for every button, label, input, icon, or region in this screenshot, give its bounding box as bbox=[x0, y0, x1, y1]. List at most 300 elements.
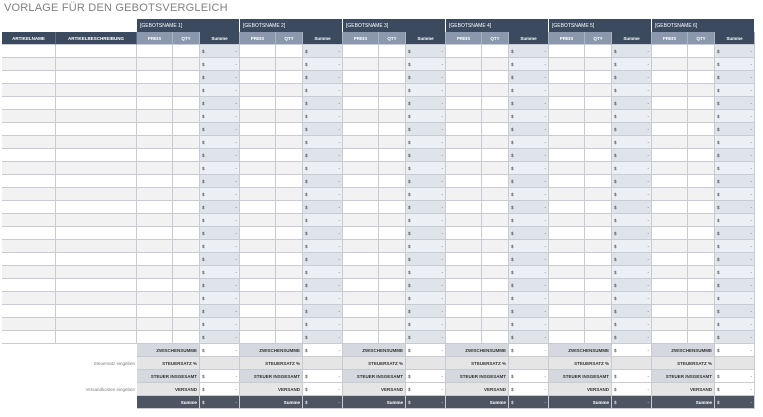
price-cell[interactable] bbox=[137, 188, 173, 201]
qty-cell[interactable] bbox=[688, 175, 715, 188]
price-cell[interactable] bbox=[343, 331, 379, 344]
qty-cell[interactable] bbox=[585, 292, 612, 305]
price-cell[interactable] bbox=[137, 123, 173, 136]
qty-cell[interactable] bbox=[379, 58, 406, 71]
item-name-cell[interactable] bbox=[2, 175, 56, 188]
price-cell[interactable] bbox=[446, 331, 482, 344]
price-cell[interactable] bbox=[343, 123, 379, 136]
qty-cell[interactable] bbox=[276, 149, 303, 162]
qty-cell[interactable] bbox=[276, 201, 303, 214]
qty-cell[interactable] bbox=[379, 97, 406, 110]
price-cell[interactable] bbox=[240, 58, 276, 71]
item-name-cell[interactable] bbox=[2, 123, 56, 136]
price-cell[interactable] bbox=[343, 201, 379, 214]
price-cell[interactable] bbox=[446, 123, 482, 136]
shipping-value[interactable] bbox=[612, 383, 652, 396]
price-cell[interactable] bbox=[137, 266, 173, 279]
price-cell[interactable] bbox=[137, 45, 173, 58]
item-name-cell[interactable] bbox=[2, 188, 56, 201]
qty-cell[interactable] bbox=[276, 266, 303, 279]
price-cell[interactable] bbox=[240, 45, 276, 58]
qty-cell[interactable] bbox=[482, 214, 509, 227]
price-cell[interactable] bbox=[446, 71, 482, 84]
qty-cell[interactable] bbox=[379, 123, 406, 136]
price-cell[interactable] bbox=[240, 253, 276, 266]
qty-cell[interactable] bbox=[173, 227, 200, 240]
price-cell[interactable] bbox=[137, 227, 173, 240]
qty-cell[interactable] bbox=[276, 110, 303, 123]
price-cell[interactable] bbox=[652, 240, 688, 253]
item-name-cell[interactable] bbox=[2, 201, 56, 214]
price-cell[interactable] bbox=[343, 45, 379, 58]
qty-cell[interactable] bbox=[379, 266, 406, 279]
qty-cell[interactable] bbox=[585, 123, 612, 136]
price-cell[interactable] bbox=[240, 305, 276, 318]
qty-cell[interactable] bbox=[585, 149, 612, 162]
item-description-cell[interactable] bbox=[56, 45, 137, 58]
qty-cell[interactable] bbox=[688, 266, 715, 279]
qty-cell[interactable] bbox=[379, 331, 406, 344]
qty-cell[interactable] bbox=[585, 162, 612, 175]
qty-cell[interactable] bbox=[379, 292, 406, 305]
price-cell[interactable] bbox=[652, 58, 688, 71]
price-cell[interactable] bbox=[343, 175, 379, 188]
price-cell[interactable] bbox=[549, 58, 585, 71]
qty-cell[interactable] bbox=[585, 110, 612, 123]
price-cell[interactable] bbox=[343, 97, 379, 110]
item-name-cell[interactable] bbox=[2, 253, 56, 266]
qty-cell[interactable] bbox=[482, 331, 509, 344]
price-cell[interactable] bbox=[137, 71, 173, 84]
price-cell[interactable] bbox=[446, 58, 482, 71]
qty-cell[interactable] bbox=[688, 227, 715, 240]
price-cell[interactable] bbox=[343, 292, 379, 305]
qty-cell[interactable] bbox=[482, 97, 509, 110]
tax-rate-input[interactable] bbox=[509, 357, 549, 370]
qty-cell[interactable] bbox=[379, 45, 406, 58]
price-cell[interactable] bbox=[343, 253, 379, 266]
item-name-cell[interactable] bbox=[2, 58, 56, 71]
price-cell[interactable] bbox=[652, 175, 688, 188]
item-name-cell[interactable] bbox=[2, 266, 56, 279]
qty-cell[interactable] bbox=[585, 188, 612, 201]
price-cell[interactable] bbox=[137, 279, 173, 292]
qty-cell[interactable] bbox=[688, 71, 715, 84]
price-cell[interactable] bbox=[549, 214, 585, 227]
qty-cell[interactable] bbox=[276, 318, 303, 331]
item-name-cell[interactable] bbox=[2, 279, 56, 292]
price-cell[interactable] bbox=[137, 149, 173, 162]
item-description-cell[interactable] bbox=[56, 331, 137, 344]
price-cell[interactable] bbox=[240, 188, 276, 201]
price-cell[interactable] bbox=[446, 227, 482, 240]
price-cell[interactable] bbox=[137, 253, 173, 266]
qty-cell[interactable] bbox=[379, 136, 406, 149]
item-description-cell[interactable] bbox=[56, 266, 137, 279]
price-cell[interactable] bbox=[137, 136, 173, 149]
price-cell[interactable] bbox=[240, 97, 276, 110]
qty-cell[interactable] bbox=[379, 214, 406, 227]
qty-cell[interactable] bbox=[379, 84, 406, 97]
qty-cell[interactable] bbox=[482, 58, 509, 71]
price-cell[interactable] bbox=[240, 123, 276, 136]
price-cell[interactable] bbox=[446, 162, 482, 175]
price-cell[interactable] bbox=[446, 318, 482, 331]
tax-rate-input[interactable] bbox=[200, 357, 240, 370]
price-cell[interactable] bbox=[446, 279, 482, 292]
price-cell[interactable] bbox=[446, 214, 482, 227]
qty-cell[interactable] bbox=[585, 97, 612, 110]
qty-cell[interactable] bbox=[173, 240, 200, 253]
price-cell[interactable] bbox=[137, 110, 173, 123]
price-cell[interactable] bbox=[137, 201, 173, 214]
shipping-value[interactable] bbox=[406, 383, 446, 396]
qty-cell[interactable] bbox=[276, 253, 303, 266]
item-description-cell[interactable] bbox=[56, 279, 137, 292]
qty-cell[interactable] bbox=[482, 136, 509, 149]
qty-cell[interactable] bbox=[585, 240, 612, 253]
price-cell[interactable] bbox=[652, 188, 688, 201]
item-description-cell[interactable] bbox=[56, 71, 137, 84]
shipping-value[interactable] bbox=[303, 383, 343, 396]
price-cell[interactable] bbox=[652, 305, 688, 318]
qty-cell[interactable] bbox=[173, 305, 200, 318]
item-description-cell[interactable] bbox=[56, 162, 137, 175]
qty-cell[interactable] bbox=[482, 227, 509, 240]
price-cell[interactable] bbox=[652, 123, 688, 136]
qty-cell[interactable] bbox=[482, 149, 509, 162]
qty-cell[interactable] bbox=[585, 318, 612, 331]
price-cell[interactable] bbox=[137, 162, 173, 175]
price-cell[interactable] bbox=[343, 305, 379, 318]
price-cell[interactable] bbox=[549, 84, 585, 97]
item-name-cell[interactable] bbox=[2, 318, 56, 331]
qty-cell[interactable] bbox=[585, 201, 612, 214]
qty-cell[interactable] bbox=[276, 45, 303, 58]
qty-cell[interactable] bbox=[688, 84, 715, 97]
qty-cell[interactable] bbox=[585, 175, 612, 188]
price-cell[interactable] bbox=[240, 149, 276, 162]
price-cell[interactable] bbox=[549, 318, 585, 331]
price-cell[interactable] bbox=[343, 162, 379, 175]
price-cell[interactable] bbox=[137, 331, 173, 344]
qty-cell[interactable] bbox=[379, 201, 406, 214]
qty-cell[interactable] bbox=[688, 45, 715, 58]
price-cell[interactable] bbox=[652, 136, 688, 149]
price-cell[interactable] bbox=[652, 162, 688, 175]
qty-cell[interactable] bbox=[379, 71, 406, 84]
price-cell[interactable] bbox=[240, 279, 276, 292]
price-cell[interactable] bbox=[446, 305, 482, 318]
shipping-value[interactable] bbox=[200, 383, 240, 396]
qty-cell[interactable] bbox=[688, 110, 715, 123]
price-cell[interactable] bbox=[137, 97, 173, 110]
qty-cell[interactable] bbox=[276, 240, 303, 253]
qty-cell[interactable] bbox=[173, 123, 200, 136]
price-cell[interactable] bbox=[652, 110, 688, 123]
qty-cell[interactable] bbox=[276, 71, 303, 84]
qty-cell[interactable] bbox=[585, 71, 612, 84]
qty-cell[interactable] bbox=[173, 58, 200, 71]
price-cell[interactable] bbox=[549, 279, 585, 292]
price-cell[interactable] bbox=[549, 331, 585, 344]
price-cell[interactable] bbox=[137, 84, 173, 97]
price-cell[interactable] bbox=[137, 240, 173, 253]
item-name-cell[interactable] bbox=[2, 110, 56, 123]
price-cell[interactable] bbox=[549, 136, 585, 149]
price-cell[interactable] bbox=[549, 266, 585, 279]
item-description-cell[interactable] bbox=[56, 110, 137, 123]
qty-cell[interactable] bbox=[173, 84, 200, 97]
qty-cell[interactable] bbox=[482, 45, 509, 58]
qty-cell[interactable] bbox=[173, 149, 200, 162]
price-cell[interactable] bbox=[652, 71, 688, 84]
item-description-cell[interactable] bbox=[56, 292, 137, 305]
qty-cell[interactable] bbox=[688, 97, 715, 110]
qty-cell[interactable] bbox=[276, 331, 303, 344]
qty-cell[interactable] bbox=[482, 201, 509, 214]
qty-cell[interactable] bbox=[173, 214, 200, 227]
qty-cell[interactable] bbox=[276, 305, 303, 318]
price-cell[interactable] bbox=[240, 214, 276, 227]
item-description-cell[interactable] bbox=[56, 175, 137, 188]
price-cell[interactable] bbox=[549, 305, 585, 318]
qty-cell[interactable] bbox=[688, 162, 715, 175]
price-cell[interactable] bbox=[652, 331, 688, 344]
qty-cell[interactable] bbox=[482, 292, 509, 305]
price-cell[interactable] bbox=[343, 214, 379, 227]
item-description-cell[interactable] bbox=[56, 318, 137, 331]
price-cell[interactable] bbox=[240, 240, 276, 253]
qty-cell[interactable] bbox=[688, 331, 715, 344]
price-cell[interactable] bbox=[549, 240, 585, 253]
qty-cell[interactable] bbox=[173, 266, 200, 279]
qty-cell[interactable] bbox=[276, 227, 303, 240]
price-cell[interactable] bbox=[343, 188, 379, 201]
qty-cell[interactable] bbox=[379, 318, 406, 331]
price-cell[interactable] bbox=[446, 188, 482, 201]
qty-cell[interactable] bbox=[379, 227, 406, 240]
price-cell[interactable] bbox=[446, 253, 482, 266]
item-name-cell[interactable] bbox=[2, 331, 56, 344]
price-cell[interactable] bbox=[549, 45, 585, 58]
price-cell[interactable] bbox=[652, 279, 688, 292]
qty-cell[interactable] bbox=[585, 253, 612, 266]
qty-cell[interactable] bbox=[585, 305, 612, 318]
item-description-cell[interactable] bbox=[56, 188, 137, 201]
price-cell[interactable] bbox=[343, 227, 379, 240]
qty-cell[interactable] bbox=[585, 84, 612, 97]
qty-cell[interactable] bbox=[585, 45, 612, 58]
price-cell[interactable] bbox=[446, 266, 482, 279]
qty-cell[interactable] bbox=[173, 201, 200, 214]
price-cell[interactable] bbox=[549, 201, 585, 214]
item-name-cell[interactable] bbox=[2, 136, 56, 149]
qty-cell[interactable] bbox=[173, 110, 200, 123]
price-cell[interactable] bbox=[652, 84, 688, 97]
price-cell[interactable] bbox=[137, 58, 173, 71]
price-cell[interactable] bbox=[240, 136, 276, 149]
item-description-cell[interactable] bbox=[56, 240, 137, 253]
qty-cell[interactable] bbox=[379, 110, 406, 123]
price-cell[interactable] bbox=[652, 266, 688, 279]
item-description-cell[interactable] bbox=[56, 149, 137, 162]
qty-cell[interactable] bbox=[276, 279, 303, 292]
price-cell[interactable] bbox=[343, 136, 379, 149]
price-cell[interactable] bbox=[240, 201, 276, 214]
price-cell[interactable] bbox=[343, 71, 379, 84]
qty-cell[interactable] bbox=[173, 45, 200, 58]
price-cell[interactable] bbox=[137, 318, 173, 331]
item-description-cell[interactable] bbox=[56, 136, 137, 149]
price-cell[interactable] bbox=[549, 149, 585, 162]
qty-cell[interactable] bbox=[482, 110, 509, 123]
tax-rate-input[interactable] bbox=[406, 357, 446, 370]
qty-cell[interactable] bbox=[276, 123, 303, 136]
price-cell[interactable] bbox=[137, 292, 173, 305]
price-cell[interactable] bbox=[343, 279, 379, 292]
price-cell[interactable] bbox=[652, 292, 688, 305]
price-cell[interactable] bbox=[240, 292, 276, 305]
qty-cell[interactable] bbox=[173, 188, 200, 201]
price-cell[interactable] bbox=[343, 149, 379, 162]
price-cell[interactable] bbox=[240, 175, 276, 188]
qty-cell[interactable] bbox=[276, 188, 303, 201]
price-cell[interactable] bbox=[240, 266, 276, 279]
qty-cell[interactable] bbox=[379, 175, 406, 188]
qty-cell[interactable] bbox=[276, 84, 303, 97]
price-cell[interactable] bbox=[549, 162, 585, 175]
qty-cell[interactable] bbox=[173, 97, 200, 110]
item-name-cell[interactable] bbox=[2, 149, 56, 162]
qty-cell[interactable] bbox=[379, 305, 406, 318]
item-description-cell[interactable] bbox=[56, 214, 137, 227]
qty-cell[interactable] bbox=[585, 331, 612, 344]
qty-cell[interactable] bbox=[688, 123, 715, 136]
qty-cell[interactable] bbox=[585, 58, 612, 71]
item-description-cell[interactable] bbox=[56, 97, 137, 110]
qty-cell[interactable] bbox=[585, 136, 612, 149]
item-name-cell[interactable] bbox=[2, 240, 56, 253]
qty-cell[interactable] bbox=[482, 318, 509, 331]
qty-cell[interactable] bbox=[585, 266, 612, 279]
price-cell[interactable] bbox=[652, 97, 688, 110]
price-cell[interactable] bbox=[446, 175, 482, 188]
qty-cell[interactable] bbox=[379, 162, 406, 175]
shipping-value[interactable] bbox=[509, 383, 549, 396]
qty-cell[interactable] bbox=[482, 71, 509, 84]
price-cell[interactable] bbox=[343, 84, 379, 97]
item-name-cell[interactable] bbox=[2, 71, 56, 84]
price-cell[interactable] bbox=[652, 214, 688, 227]
qty-cell[interactable] bbox=[379, 188, 406, 201]
qty-cell[interactable] bbox=[173, 318, 200, 331]
price-cell[interactable] bbox=[446, 201, 482, 214]
price-cell[interactable] bbox=[446, 97, 482, 110]
price-cell[interactable] bbox=[446, 110, 482, 123]
item-description-cell[interactable] bbox=[56, 84, 137, 97]
qty-cell[interactable] bbox=[276, 292, 303, 305]
qty-cell[interactable] bbox=[482, 266, 509, 279]
price-cell[interactable] bbox=[240, 84, 276, 97]
qty-cell[interactable] bbox=[173, 71, 200, 84]
qty-cell[interactable] bbox=[482, 162, 509, 175]
qty-cell[interactable] bbox=[173, 279, 200, 292]
qty-cell[interactable] bbox=[688, 201, 715, 214]
price-cell[interactable] bbox=[446, 292, 482, 305]
shipping-value[interactable] bbox=[715, 383, 755, 396]
qty-cell[interactable] bbox=[482, 240, 509, 253]
qty-cell[interactable] bbox=[173, 331, 200, 344]
item-description-cell[interactable] bbox=[56, 201, 137, 214]
price-cell[interactable] bbox=[549, 97, 585, 110]
item-description-cell[interactable] bbox=[56, 253, 137, 266]
price-cell[interactable] bbox=[343, 110, 379, 123]
price-cell[interactable] bbox=[240, 318, 276, 331]
qty-cell[interactable] bbox=[482, 253, 509, 266]
item-description-cell[interactable] bbox=[56, 123, 137, 136]
qty-cell[interactable] bbox=[688, 149, 715, 162]
price-cell[interactable] bbox=[549, 71, 585, 84]
qty-cell[interactable] bbox=[482, 175, 509, 188]
price-cell[interactable] bbox=[549, 175, 585, 188]
qty-cell[interactable] bbox=[585, 227, 612, 240]
qty-cell[interactable] bbox=[688, 188, 715, 201]
price-cell[interactable] bbox=[446, 45, 482, 58]
tax-rate-input[interactable] bbox=[612, 357, 652, 370]
qty-cell[interactable] bbox=[379, 279, 406, 292]
qty-cell[interactable] bbox=[173, 136, 200, 149]
qty-cell[interactable] bbox=[585, 214, 612, 227]
price-cell[interactable] bbox=[137, 214, 173, 227]
qty-cell[interactable] bbox=[688, 214, 715, 227]
qty-cell[interactable] bbox=[276, 214, 303, 227]
tax-rate-input[interactable] bbox=[715, 357, 755, 370]
qty-cell[interactable] bbox=[482, 305, 509, 318]
qty-cell[interactable] bbox=[276, 136, 303, 149]
qty-cell[interactable] bbox=[482, 279, 509, 292]
price-cell[interactable] bbox=[549, 123, 585, 136]
price-cell[interactable] bbox=[652, 149, 688, 162]
price-cell[interactable] bbox=[446, 84, 482, 97]
item-description-cell[interactable] bbox=[56, 58, 137, 71]
qty-cell[interactable] bbox=[379, 253, 406, 266]
qty-cell[interactable] bbox=[482, 123, 509, 136]
qty-cell[interactable] bbox=[276, 97, 303, 110]
qty-cell[interactable] bbox=[688, 253, 715, 266]
price-cell[interactable] bbox=[652, 318, 688, 331]
qty-cell[interactable] bbox=[173, 175, 200, 188]
price-cell[interactable] bbox=[549, 188, 585, 201]
price-cell[interactable] bbox=[652, 227, 688, 240]
qty-cell[interactable] bbox=[688, 240, 715, 253]
qty-cell[interactable] bbox=[276, 58, 303, 71]
qty-cell[interactable] bbox=[585, 279, 612, 292]
price-cell[interactable] bbox=[549, 253, 585, 266]
price-cell[interactable] bbox=[343, 266, 379, 279]
price-cell[interactable] bbox=[240, 162, 276, 175]
price-cell[interactable] bbox=[343, 240, 379, 253]
qty-cell[interactable] bbox=[688, 58, 715, 71]
qty-cell[interactable] bbox=[688, 279, 715, 292]
price-cell[interactable] bbox=[652, 253, 688, 266]
price-cell[interactable] bbox=[549, 110, 585, 123]
price-cell[interactable] bbox=[240, 110, 276, 123]
qty-cell[interactable] bbox=[173, 162, 200, 175]
price-cell[interactable] bbox=[549, 292, 585, 305]
item-name-cell[interactable] bbox=[2, 162, 56, 175]
item-name-cell[interactable] bbox=[2, 84, 56, 97]
